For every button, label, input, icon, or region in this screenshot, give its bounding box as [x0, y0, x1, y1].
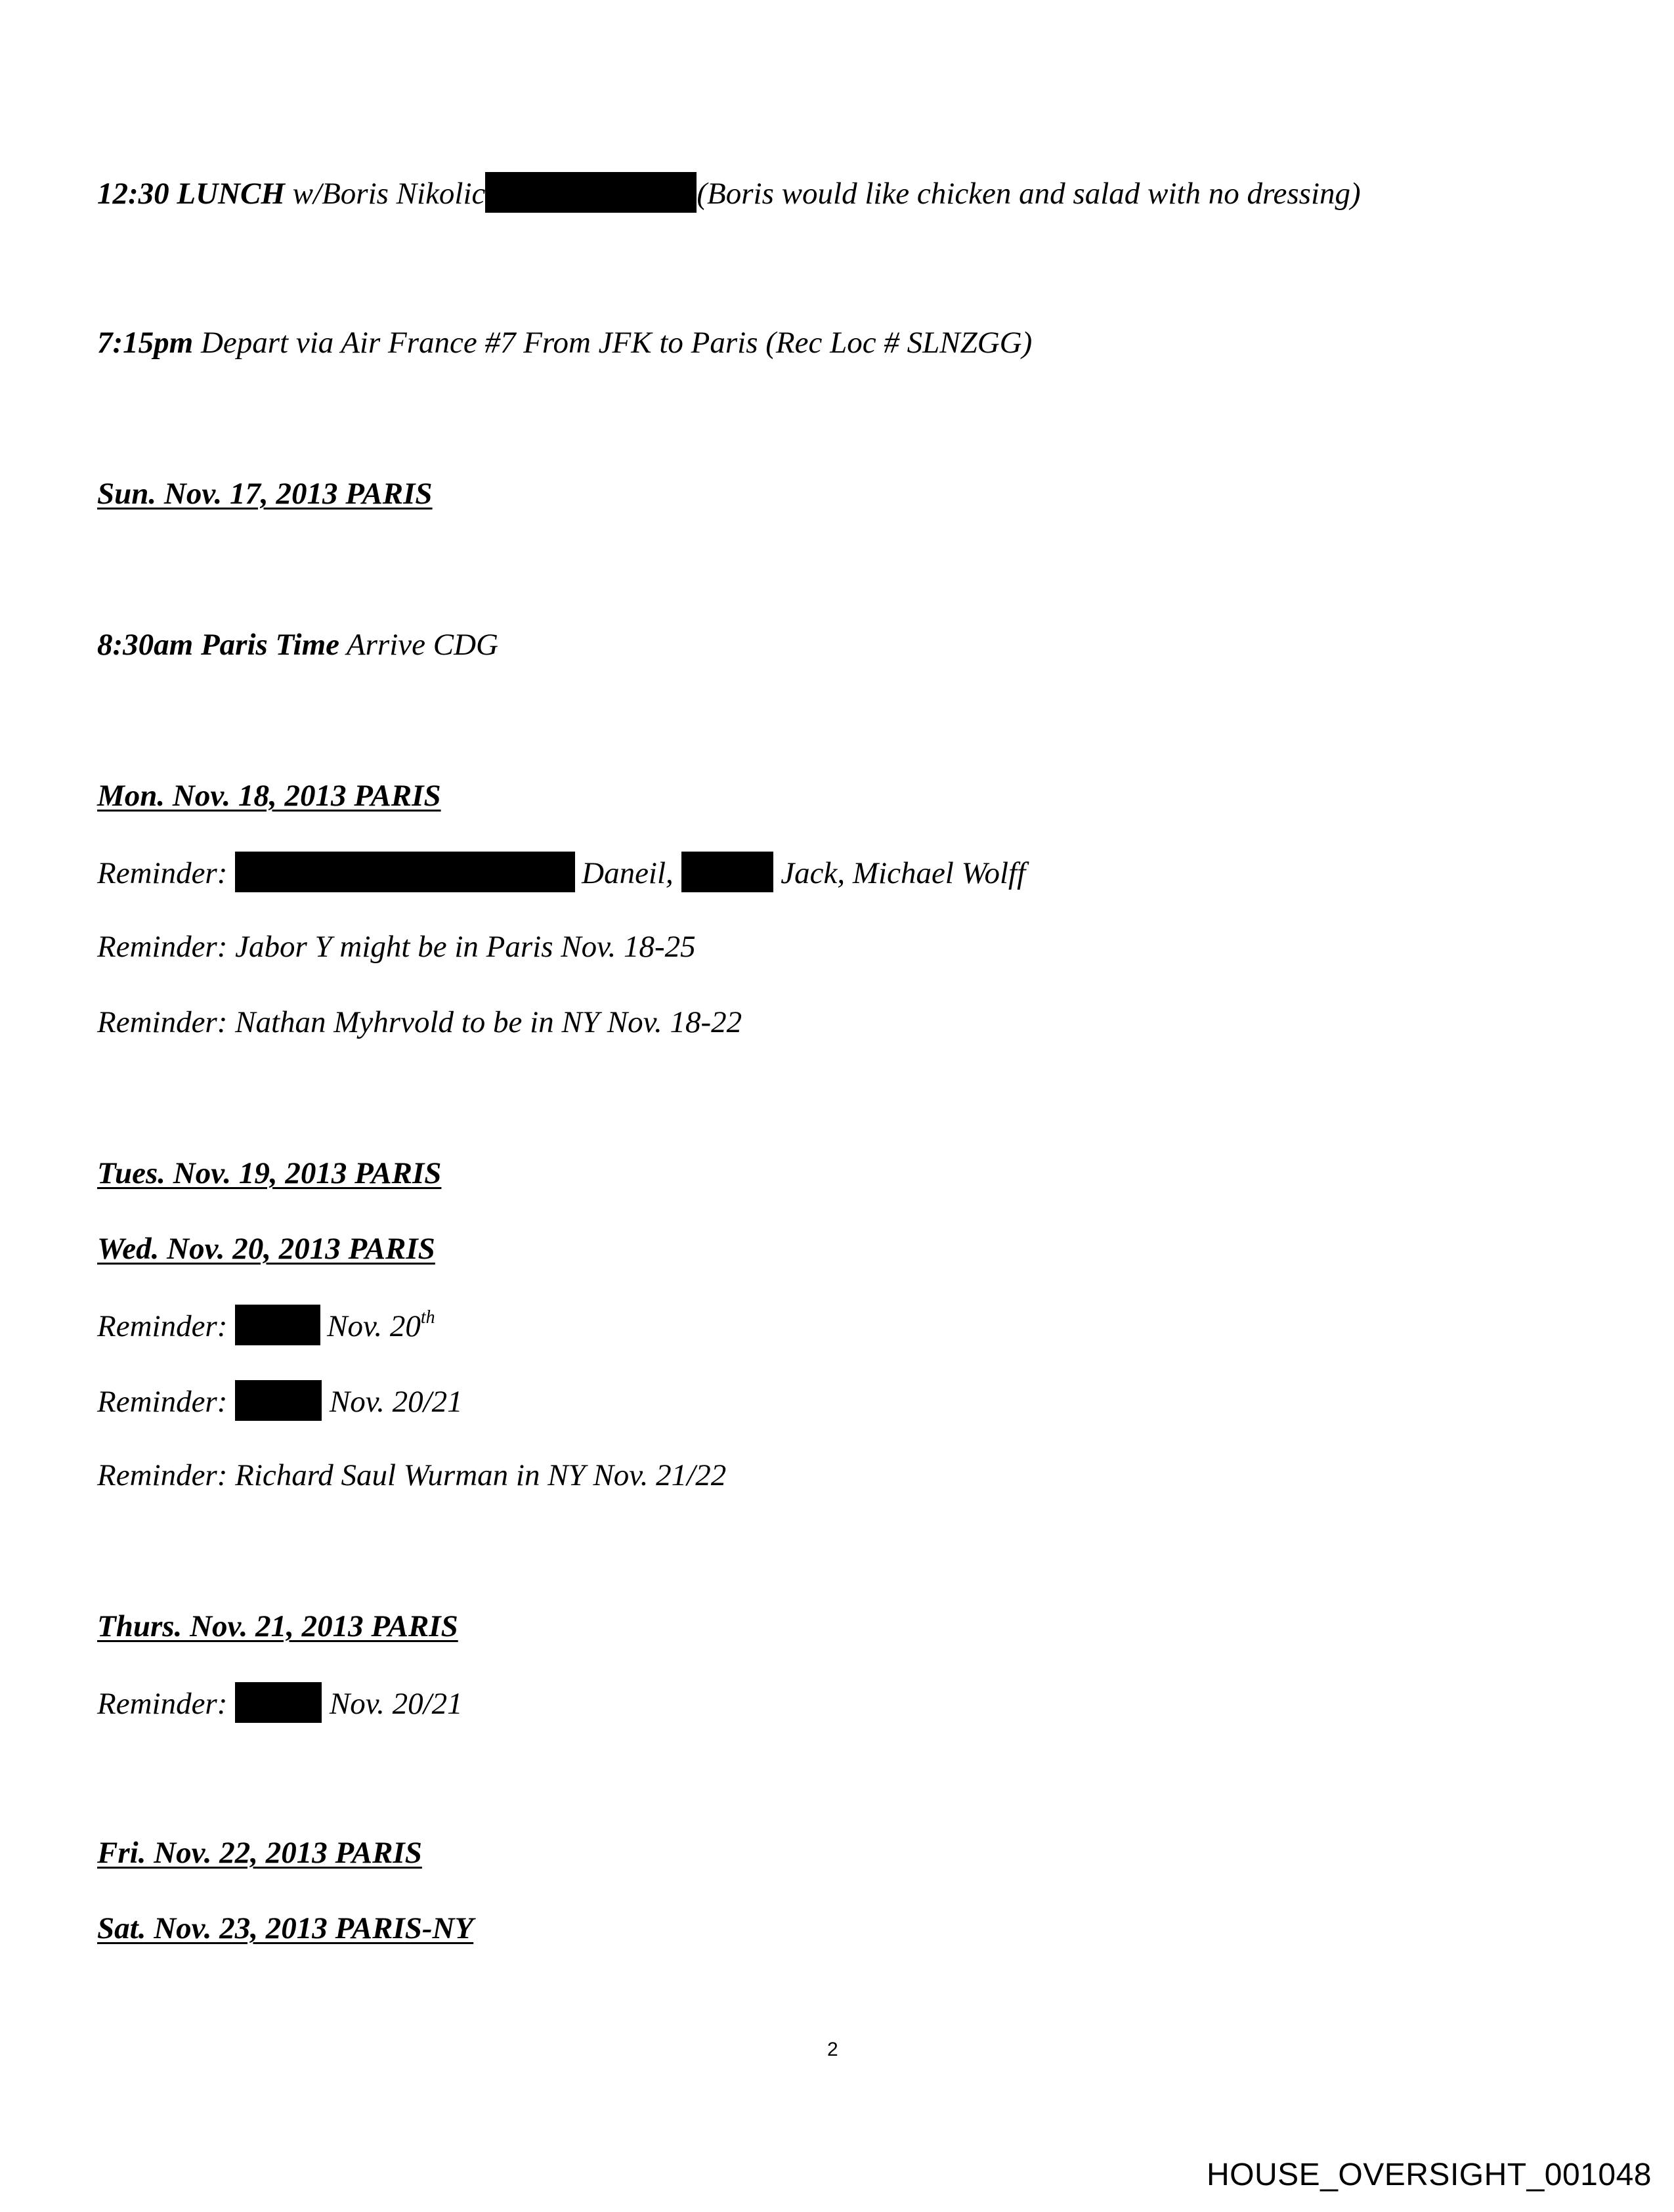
arrive-entry: [97, 625, 498, 664]
lunch-note: (Boris would like chicken and salad with no dressing): [697, 177, 1361, 211]
day-heading-wed: Wed. Nov. 20, 2013 PARIS: [97, 1232, 435, 1266]
depart-time: 7:15pm: [97, 326, 194, 360]
reminder-text: Nov. 20: [327, 1309, 421, 1343]
depart-text: Depart via Air France #7 From JFK to Paris (Rec Loc # SLNZGG): [193, 326, 1033, 360]
reminder-label: Reminder:: [97, 1385, 236, 1419]
day-heading-mon: Mon. Nov. 18, 2013 PARIS: [97, 779, 441, 813]
day-heading-thu: Thurs. Nov. 21, 2013 PARIS: [97, 1609, 458, 1643]
day-heading-sun: Sun. Nov. 17, 2013 PARIS: [97, 477, 433, 511]
page-number: 2: [827, 2039, 838, 2060]
reminder-line: Reminder: Jabor Y might be in Paris Nov. 18-25: [97, 930, 696, 964]
redaction-box: [235, 1305, 320, 1345]
reminder-line: [97, 1682, 463, 1724]
arrive-time: 8:30am Paris Time: [97, 628, 340, 662]
reminder-text: Nov. 20/21: [322, 1687, 463, 1721]
reminder-label: Reminder:: [97, 856, 236, 890]
lunch-time: 12:30 LUNCH: [97, 177, 285, 211]
redaction-box: [235, 852, 575, 892]
ordinal-suffix: th: [420, 1307, 435, 1328]
reminder-line: Reminder: Nathan Myhrvold to be in NY Nov. 18-22: [97, 1005, 742, 1039]
day-heading-fri: Fri. Nov. 22, 2013 PARIS: [97, 1836, 422, 1870]
arrive-text: Arrive CDG: [339, 628, 498, 662]
redaction-box: [235, 1682, 322, 1723]
reminder-text: Daneil,: [582, 856, 681, 890]
bates-number: HOUSE_OVERSIGHT_001048: [1207, 2158, 1652, 2192]
reminder-text: Jack, Michael Wolff: [773, 856, 1026, 890]
reminder-text: Nov. 20/21: [322, 1385, 463, 1419]
day-heading-sat: Sat. Nov. 23, 2013 PARIS-NY: [97, 1911, 474, 1945]
reminder-label: Reminder:: [97, 1309, 236, 1343]
reminder-line: Reminder: Richard Saul Wurman in NY Nov. 21/22: [97, 1458, 727, 1492]
redaction-box: [235, 1380, 322, 1421]
depart-entry: [97, 323, 1032, 362]
lunch-entry: [97, 172, 1361, 213]
reminder-label: Reminder:: [97, 1687, 236, 1721]
redaction-box: [485, 172, 697, 213]
reminder-line: [97, 1380, 463, 1421]
reminder-line: [97, 1305, 435, 1346]
redaction-box: [681, 852, 773, 892]
reminder-line: [97, 852, 1025, 893]
day-heading-tue: Tues. Nov. 19, 2013 PARIS: [97, 1156, 442, 1190]
lunch-with: w/Boris Nikolic: [284, 177, 486, 211]
